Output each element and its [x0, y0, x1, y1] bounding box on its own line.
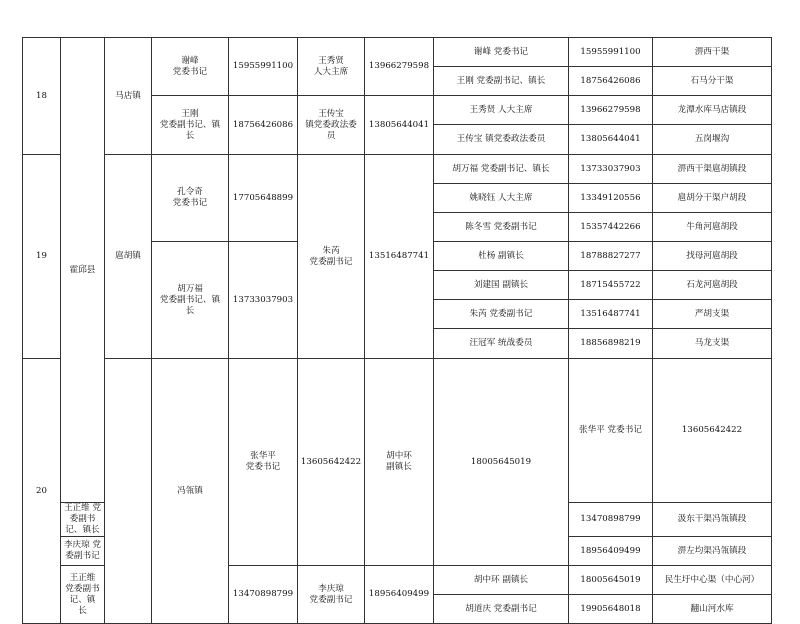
detail-section: 淠西干渠	[653, 38, 772, 67]
deputy-name-title: 李庆琼 党委副书记	[298, 566, 365, 624]
leader-name-title: 胡万福 党委副书记、镇 长	[152, 242, 229, 359]
table-row	[23, 155, 772, 184]
deputy-phone: 13805644041	[365, 96, 434, 155]
detail-section: 马龙支渠	[653, 329, 772, 359]
detail-phone: 18005645019	[569, 566, 653, 595]
deputy-name-title: 王传宝 镇党委政法委 员	[298, 96, 365, 155]
leader-phone: 13605642422	[298, 359, 365, 566]
row-number: 19	[23, 155, 61, 359]
detail-phone: 13733037903	[569, 155, 653, 184]
detail-person: 杜杨 副镇长	[434, 242, 569, 271]
deputy-name-title: 王秀贤 人大主席	[298, 38, 365, 96]
leader-phone: 17705648899	[229, 155, 298, 242]
deputy-name-title: 胡中环 副镇长	[365, 359, 434, 566]
deputy-phone: 13516487741	[365, 155, 434, 359]
leader-phone: 13470898799	[229, 566, 298, 624]
detail-person: 朱芮 党委副书记	[434, 300, 569, 329]
leader-name-title: 谢峰 党委书记	[152, 38, 229, 96]
detail-person: 李庆琼 党委副书记	[61, 537, 105, 566]
detail-section: 五岗堰沟	[653, 125, 772, 155]
deputy-phone: 18005645019	[434, 359, 569, 566]
leader-contact-table	[22, 37, 772, 624]
town-cell: 扈胡镇	[105, 155, 152, 359]
detail-person: 王秀贤 人大主席	[434, 96, 569, 125]
leader-name-title: 张华平 党委书记	[229, 359, 298, 566]
detail-person: 王传宝 镇党委政法委员	[434, 125, 569, 155]
county-cell-empty	[105, 359, 152, 624]
detail-phone: 18788827277	[569, 242, 653, 271]
leader-phone: 18756426086	[229, 96, 298, 155]
town-cell: 马店镇	[105, 38, 152, 155]
row-number: 18	[23, 38, 61, 155]
deputy-phone: 18956409499	[365, 566, 434, 624]
deputy-phone: 13966279598	[365, 38, 434, 96]
detail-phone: 13605642422	[653, 359, 772, 503]
leader-phone: 15955991100	[229, 38, 298, 96]
table-row	[23, 38, 772, 67]
detail-phone: 13470898799	[569, 503, 653, 537]
detail-person: 胡万福 党委副书记、镇长	[434, 155, 569, 184]
detail-phone: 19905648018	[569, 595, 653, 624]
detail-section: 石马分干渠	[653, 67, 772, 96]
detail-phone: 13805644041	[569, 125, 653, 155]
detail-section: 严胡支渠	[653, 300, 772, 329]
detail-person: 汪冠军 统战委员	[434, 329, 569, 359]
leader-name-title: 王正维 党委副书记、镇 长	[61, 566, 105, 624]
detail-section: 牛角河扈胡段	[653, 213, 772, 242]
leader-name-title: 孔令奇 党委书记	[152, 155, 229, 242]
row-number: 20	[23, 359, 61, 624]
detail-phone: 18956409499	[569, 537, 653, 566]
detail-phone: 15357442266	[569, 213, 653, 242]
leader-phone: 13733037903	[229, 242, 298, 359]
detail-section: 扈胡分干渠户胡段	[653, 184, 772, 213]
deputy-name-title: 朱芮 党委副书记	[298, 155, 365, 359]
detail-phone: 18856898219	[569, 329, 653, 359]
leader-name-title: 王刚 党委副书记、镇 长	[152, 96, 229, 155]
detail-person: 胡道庆 党委副书记	[434, 595, 569, 624]
detail-phone: 15955991100	[569, 38, 653, 67]
table-row	[23, 359, 772, 503]
detail-section: 找母河扈胡段	[653, 242, 772, 271]
detail-person: 陈冬雪 党委副书记	[434, 213, 569, 242]
detail-person: 胡中环 副镇长	[434, 566, 569, 595]
detail-section: 淠西干渠扈胡镇段	[653, 155, 772, 184]
detail-section: 石龙河扈胡段	[653, 271, 772, 300]
detail-section: 民生圩中心渠（中心河）	[653, 566, 772, 595]
detail-person: 刘建国 副镇长	[434, 271, 569, 300]
detail-person: 张华平 党委书记	[569, 359, 653, 503]
county-cell: 霍邱县	[61, 38, 105, 503]
detail-phone: 13349120556	[569, 184, 653, 213]
detail-section: 汲东干渠冯瓴镇段	[653, 503, 772, 537]
town-cell: 冯瓴镇	[152, 359, 229, 624]
detail-section: 淠左均渠冯瓴镇段	[653, 537, 772, 566]
detail-person: 王刚 党委副书记、镇长	[434, 67, 569, 96]
detail-phone: 18756426086	[569, 67, 653, 96]
detail-person: 王正维 党委副书记、镇长	[61, 503, 105, 537]
detail-phone: 13516487741	[569, 300, 653, 329]
detail-phone: 18715455722	[569, 271, 653, 300]
detail-section: 龙潭水库马店镇段	[653, 96, 772, 125]
detail-person: 姚晓钰 人大主席	[434, 184, 569, 213]
detail-section: 翻山河水库	[653, 595, 772, 624]
detail-person: 谢峰 党委书记	[434, 38, 569, 67]
detail-phone: 13966279598	[569, 96, 653, 125]
